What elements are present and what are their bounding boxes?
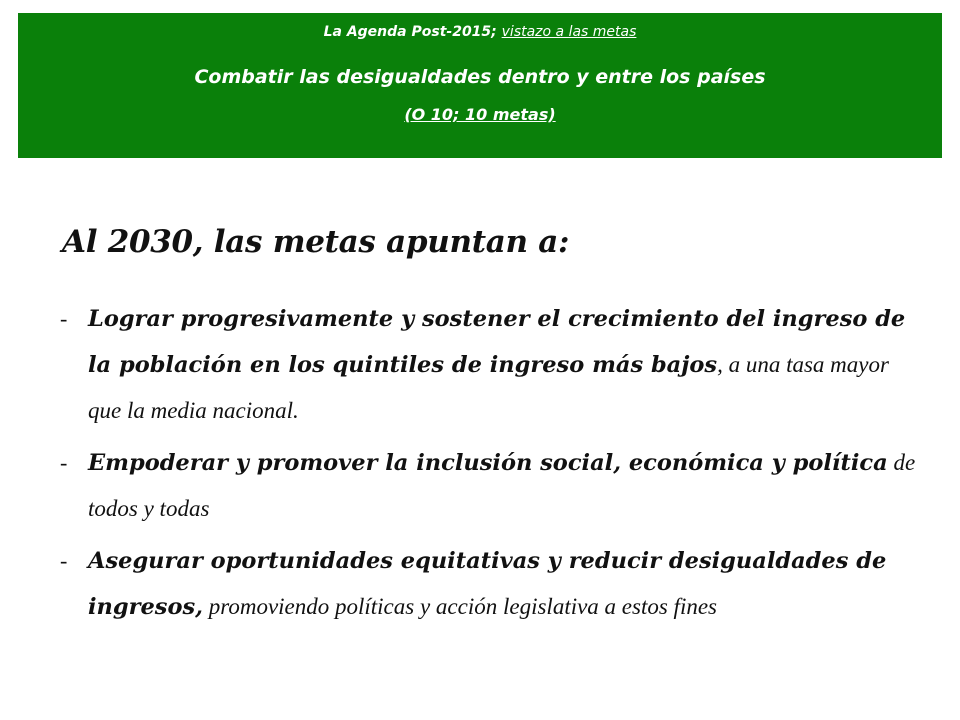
bullet-light-text: , a una tasa mayor que la media nacional.	[88, 352, 889, 423]
slide-subtitle: (O 10; 10 metas)	[404, 105, 556, 124]
slide-title: Combatir las desigualdades dentro y entre los países	[194, 66, 766, 88]
bullet-bold-text: Empoderar y promover la inclusión social, económica y política	[88, 450, 888, 476]
bullet-bold-text: Lograr progresivamente y sostener el crecimiento del ingreso de la población en los quintiles de ingreso más bajos	[88, 306, 906, 378]
bullet-item-equal-opportunities	[60, 538, 920, 630]
bullet-light-text: promoviendo políticas y acción legislativa a estos fines	[202, 594, 717, 619]
bullet-dash: -	[60, 306, 68, 331]
lead-heading: Al 2030, las metas apuntan a:	[62, 224, 570, 260]
bullet-light-text: de todos y todas	[88, 450, 916, 521]
goal-bullet-list	[60, 296, 920, 636]
slide-subtitle-wrap	[18, 104, 942, 126]
header-agenda-link[interactable]: vistazo a las metas	[501, 24, 637, 40]
bullet-dash: -	[60, 450, 68, 475]
header-band	[18, 13, 942, 158]
bullet-item-income-growth	[60, 296, 920, 434]
bullet-bold-text: Asegurar oportunidades equitativas y reducir desigualdades de ingresos,	[88, 548, 887, 620]
header-agenda-line	[18, 23, 942, 41]
bullet-dash: -	[60, 548, 68, 573]
header-agenda-prefix: La Agenda Post-2015;	[323, 24, 502, 40]
bullet-item-inclusion	[60, 440, 920, 532]
